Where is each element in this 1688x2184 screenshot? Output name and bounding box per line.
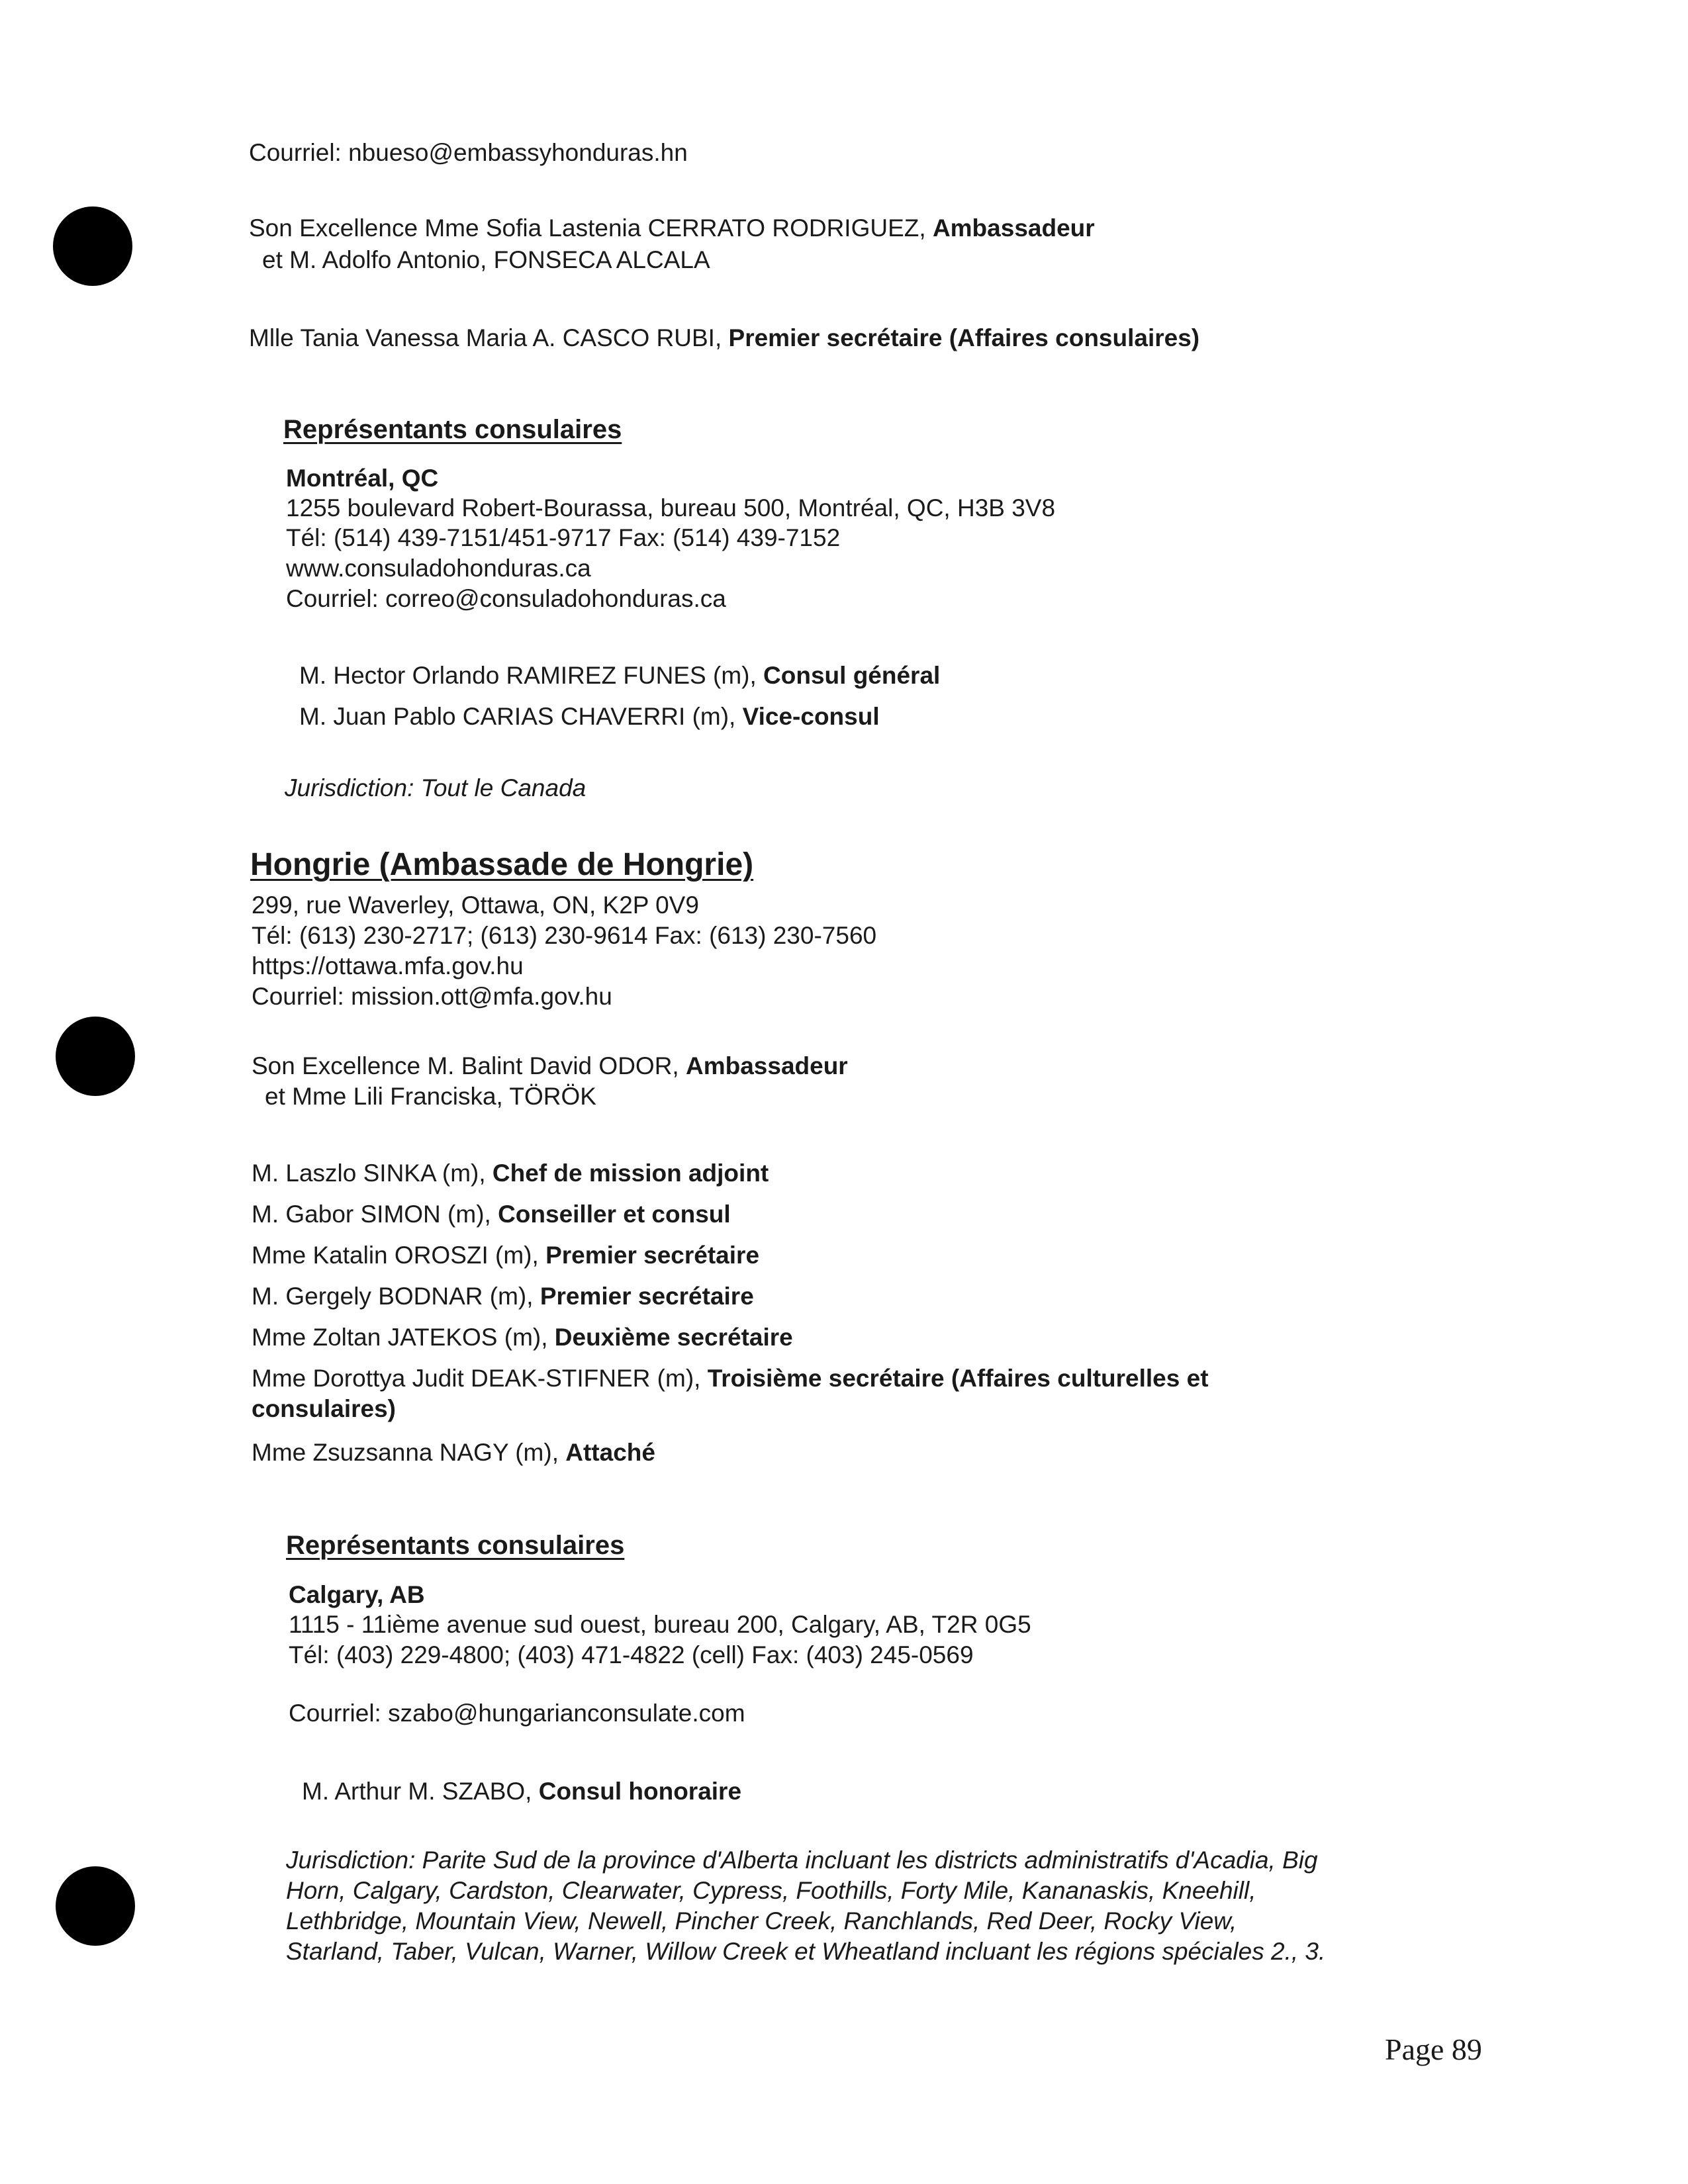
hungary-email: Courriel: mission.ott@mfa.gov.hu [252, 983, 612, 1010]
honduras-consulate-email: Courriel: correo@consuladohonduras.ca [286, 585, 726, 612]
officer-name: M. Arthur M. SZABO, [302, 1778, 539, 1805]
hungary-ambassador-spouse: et Mme Lili Franciska, TÖRÖK [265, 1083, 596, 1110]
staff-name: Mme Zoltan JATEKOS (m), [252, 1324, 555, 1351]
punch-hole-top [53, 206, 132, 286]
honduras-consulate-phone: Tél: (514) 439-7151/451-9717 Fax: (514) 439-7152 [286, 524, 841, 551]
honduras-consular-heading: Représentants consulaires [283, 415, 622, 444]
staff-title: Troisième secrétaire (Affaires culturelles et [707, 1365, 1209, 1392]
hungary-staff-line [252, 1363, 1209, 1394]
officer-title: Consul honoraire [538, 1778, 742, 1805]
hungary-staff-line [252, 1281, 754, 1312]
staff-title: Chef de mission adjoint [492, 1160, 769, 1187]
hungary-jurisdiction-line: Jurisdiction: Parite Sud de la province d'Alberta incluant les districts administratifs d'Acadia, Big [286, 1846, 1318, 1874]
hungary-consular-officer [302, 1776, 741, 1807]
hungary-jurisdiction-line: Lethbridge, Mountain View, Newell, Pincher Creek, Ranchlands, Red Deer, Rocky View, [286, 1907, 1237, 1934]
staff-name: M. Gabor SIMON (m), [252, 1201, 498, 1228]
hungary-consulate-city: Calgary, AB [289, 1581, 425, 1608]
honduras-email: Courriel: nbueso@embassyhonduras.hn [249, 139, 688, 166]
honduras-ambassador-name: Son Excellence Mme Sofia Lastenia CERRATO RODRIGUEZ, [249, 214, 933, 242]
hungary-jurisdiction-line: Starland, Taber, Vulcan, Warner, Willow Creek et Wheatland incluant les régions spéciales 2., 3. [286, 1938, 1326, 1965]
hungary-website: https://ottawa.mfa.gov.hu [252, 952, 524, 979]
staff-name: Mme Zsuzsanna NAGY (m), [252, 1439, 566, 1466]
hungary-heading: Hongrie (Ambassade de Hongrie) [250, 847, 754, 882]
hungary-consular-heading: Représentants consulaires [286, 1531, 625, 1560]
staff-title-continuation: consulaires) [252, 1395, 396, 1422]
staff-title: Conseiller et consul [498, 1201, 731, 1228]
hungary-staff-line [252, 1437, 655, 1468]
staff-title: Attaché [565, 1439, 655, 1466]
staff-title: Deuxième secrétaire [554, 1324, 793, 1351]
hungary-consulate-address: 1115 - 11ième avenue sud ouest, bureau 200, Calgary, AB, T2R 0G5 [289, 1611, 1031, 1638]
staff-name: M. Gergely BODNAR (m), [252, 1283, 540, 1310]
officer-name: M. Juan Pablo CARIAS CHAVERRI (m), [299, 703, 743, 730]
hungary-ambassador [252, 1051, 848, 1081]
punch-hole-middle [56, 1017, 135, 1096]
hungary-jurisdiction-line: Horn, Calgary, Cardston, Clearwater, Cypress, Foothills, Forty Mile, Kananaskis, Kneehill, [286, 1877, 1256, 1904]
hungary-staff-line [252, 1240, 759, 1271]
page-number: Page 89 [1385, 2032, 1482, 2066]
hungary-ambassador-title: Ambassadeur [685, 1052, 848, 1079]
staff-name: M. Laszlo SINKA (m), [252, 1160, 492, 1187]
honduras-ambassador-title: Ambassadeur [932, 214, 1095, 242]
honduras-ambassador-spouse: et M. Adolfo Antonio, FONSECA ALCALA [262, 246, 710, 273]
officer-name: M. Hector Orlando RAMIREZ FUNES (m), [299, 662, 764, 689]
honduras-consular-officer [299, 702, 880, 732]
hungary-phone: Tél: (613) 230-2717; (613) 230-9614 Fax: (613) 230-7560 [252, 922, 877, 949]
hungary-ambassador-name: Son Excellence M. Balint David ODOR, [252, 1052, 686, 1079]
honduras-jurisdiction: Jurisdiction: Tout le Canada [285, 774, 586, 801]
staff-title: Premier secrétaire [539, 1283, 754, 1310]
staff-title: Premier secrétaire [545, 1242, 760, 1269]
honduras-consulate-city: Montréal, QC [286, 465, 439, 492]
hungary-staff-line [252, 1199, 731, 1230]
hungary-address: 299, rue Waverley, Ottawa, ON, K2P 0V9 [252, 891, 699, 919]
staff-name: Mme Dorottya Judit DEAK-STIFNER (m), [252, 1365, 708, 1392]
staff-name: Mlle Tania Vanessa Maria A. CASCO RUBI, [249, 324, 729, 351]
honduras-staff-line [249, 323, 1199, 353]
officer-title: Consul général [763, 662, 941, 689]
hungary-staff-line [252, 1322, 793, 1353]
hungary-staff-line [252, 1158, 769, 1189]
punch-hole-bottom [56, 1866, 135, 1946]
honduras-consulate-website: www.consuladohonduras.ca [286, 555, 591, 582]
hungary-consulate-phone: Tél: (403) 229-4800; (403) 471-4822 (cell) Fax: (403) 245-0569 [289, 1641, 974, 1668]
honduras-ambassador [249, 213, 1095, 244]
honduras-consulate-address: 1255 boulevard Robert-Bourassa, bureau 500, Montréal, QC, H3B 3V8 [286, 494, 1056, 522]
officer-title: Vice-consul [742, 703, 880, 730]
hungary-consulate-email: Courriel: szabo@hungarianconsulate.com [289, 1700, 745, 1727]
staff-name: Mme Katalin OROSZI (m), [252, 1242, 546, 1269]
staff-title: Premier secrétaire (Affaires consulaires) [728, 324, 1200, 351]
honduras-consular-officer [299, 660, 940, 691]
